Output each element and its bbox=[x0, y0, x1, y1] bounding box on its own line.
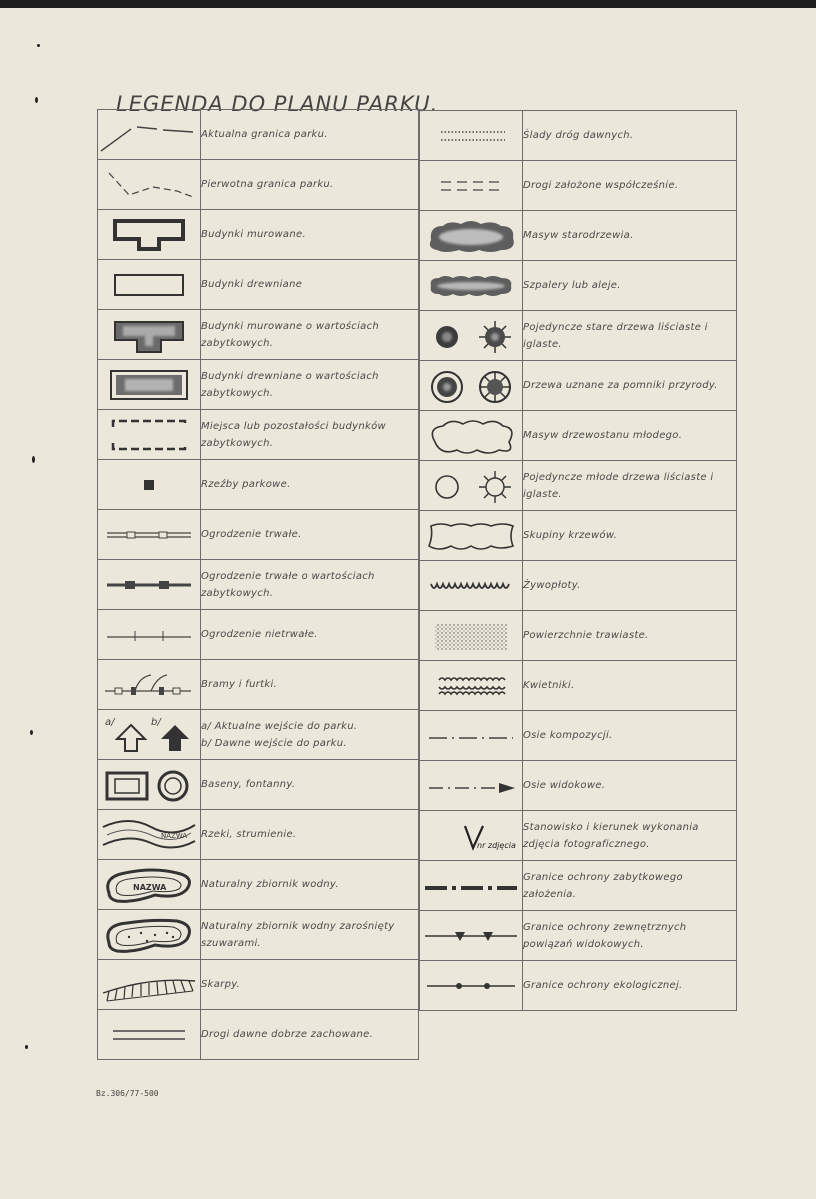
legend-label: Osie kompozycji. bbox=[523, 711, 737, 761]
legend-row bbox=[98, 360, 419, 410]
wooden-building-icon bbox=[99, 265, 199, 305]
legend-row bbox=[98, 310, 419, 360]
legend-label: Aktualna granica parku. bbox=[201, 110, 419, 160]
legend-label: Ogrodzenie nietrwałe. bbox=[201, 610, 419, 660]
single-young-trees-icon bbox=[421, 466, 521, 506]
legend-row bbox=[420, 111, 737, 161]
natural-pond-icon bbox=[99, 863, 199, 907]
legend-label: Drogi założone współcześnie. bbox=[523, 161, 737, 211]
old-tree-stand-icon bbox=[421, 216, 521, 256]
legend-label: Żywopłoty. bbox=[523, 561, 737, 611]
legend-label: Ślady dróg dawnych. bbox=[523, 111, 737, 161]
modern-roads-icon bbox=[421, 166, 521, 206]
sculpture-icon bbox=[99, 465, 199, 505]
brick-building-icon bbox=[99, 215, 199, 255]
shrub-groups-icon bbox=[421, 516, 521, 556]
well-preserved-old-road-icon bbox=[99, 1015, 199, 1055]
legend-row bbox=[420, 311, 737, 361]
historic-brick-building-icon bbox=[99, 314, 199, 356]
legend-table-left bbox=[97, 109, 419, 1060]
legend-row bbox=[98, 110, 419, 160]
legend-row bbox=[420, 211, 737, 261]
legend-label: Pojedyncze stare drzewa liściaste i iglaste. bbox=[523, 311, 737, 361]
pools-fountains-icon bbox=[99, 765, 199, 805]
legend-row bbox=[420, 411, 737, 461]
scan-speck bbox=[32, 456, 35, 463]
current-park-boundary-icon bbox=[99, 115, 199, 155]
legend-row bbox=[98, 510, 419, 560]
scan-speck bbox=[37, 44, 40, 47]
legend-row bbox=[98, 160, 419, 210]
legend-label: Rzeźby parkowe. bbox=[201, 460, 419, 510]
legend-label: Miejsca lub pozostałości budynków zabytkowych. bbox=[201, 410, 419, 460]
legend-row bbox=[98, 410, 419, 460]
legend-row bbox=[98, 560, 419, 610]
flower-beds-icon bbox=[421, 666, 521, 706]
legend-row bbox=[98, 960, 419, 1010]
escarpment-icon bbox=[99, 965, 199, 1005]
legend-label: Budynki drewniane bbox=[201, 260, 419, 310]
legend-label: a/ Aktualne wejście do parku. b/ Dawne wejście do parku. bbox=[201, 710, 419, 760]
external-views-protection-icon bbox=[421, 916, 521, 956]
legend-label: Powierzchnie trawiaste. bbox=[523, 611, 737, 661]
overgrown-pond-icon bbox=[99, 913, 199, 957]
legend-row bbox=[98, 1010, 419, 1060]
legend-label: Granice ochrony zabytkowego założenia. bbox=[523, 861, 737, 911]
temporary-fence-icon bbox=[99, 615, 199, 655]
photo-position-icon bbox=[421, 816, 521, 856]
legend-label: Skupiny krzewów. bbox=[523, 511, 737, 561]
ecological-protection-boundary-icon bbox=[421, 966, 521, 1006]
legend-label: Pierwotna granica parku. bbox=[201, 160, 419, 210]
page-title: LEGENDA DO PLANU PARKU. bbox=[116, 92, 439, 117]
original-park-boundary-icon bbox=[99, 165, 199, 205]
legend-row bbox=[98, 460, 419, 510]
scan-edge bbox=[0, 0, 816, 8]
park-entrance-icon bbox=[99, 713, 199, 757]
legend-row bbox=[420, 711, 737, 761]
young-tree-stand-icon bbox=[421, 416, 521, 456]
legend-label: Budynki murowane o wartościach zabytkowych. bbox=[201, 310, 419, 360]
marker-a: a/ bbox=[105, 716, 115, 728]
historic-permanent-fence-icon bbox=[99, 565, 199, 605]
legend-label: Stanowisko i kierunek wykonania zdjęcia fotograficznego. bbox=[523, 811, 737, 861]
legend-label: Skarpy. bbox=[201, 960, 419, 1010]
pond-name-tag: NAZWA bbox=[133, 882, 167, 892]
hedges-icon bbox=[421, 566, 521, 606]
legend-label: Masyw drzewostanu młodego. bbox=[523, 411, 737, 461]
scan-speck bbox=[30, 730, 33, 735]
legend-label: Budynki drewniane o wartościach zabytkowych. bbox=[201, 360, 419, 410]
historic-building-remains-icon bbox=[99, 415, 199, 455]
legend-row bbox=[420, 861, 737, 911]
legend-label: Drzewa uznane za pomniki przyrody. bbox=[523, 361, 737, 411]
legend-row bbox=[420, 161, 737, 211]
legend-row bbox=[98, 210, 419, 260]
legend-label: Bramy i furtki. bbox=[201, 660, 419, 710]
legend-table-right bbox=[419, 110, 737, 1011]
old-road-traces-icon bbox=[421, 116, 521, 156]
historic-wooden-building-icon bbox=[99, 365, 199, 405]
marker-b: b/ bbox=[151, 716, 161, 728]
legend-row bbox=[420, 761, 737, 811]
river-icon bbox=[99, 815, 199, 855]
legend-row bbox=[420, 561, 737, 611]
legend-label: Granice ochrony ekologicznej. bbox=[523, 961, 737, 1011]
composition-axes-icon bbox=[421, 716, 521, 756]
legend-row bbox=[98, 710, 419, 760]
gates-icon bbox=[99, 665, 199, 705]
single-old-trees-icon bbox=[421, 316, 521, 356]
legend-label: Szpalery lub aleje. bbox=[523, 261, 737, 311]
view-axes-icon bbox=[421, 766, 521, 806]
tree-rows-icon bbox=[421, 266, 521, 306]
legend-row bbox=[98, 660, 419, 710]
legend-row bbox=[420, 261, 737, 311]
legend-label: Masyw starodrzewia. bbox=[523, 211, 737, 261]
legend-row bbox=[420, 461, 737, 511]
legend-label: Kwietniki. bbox=[523, 661, 737, 711]
heritage-protection-boundary-icon bbox=[421, 866, 521, 906]
grass-surfaces-icon bbox=[421, 616, 521, 656]
legend-row bbox=[98, 760, 419, 810]
legend-row bbox=[420, 811, 737, 861]
legend-label: Baseny, fontanny. bbox=[201, 760, 419, 810]
legend-row bbox=[98, 810, 419, 860]
legend-row bbox=[98, 260, 419, 310]
legend-label: Osie widokowe. bbox=[523, 761, 737, 811]
river-name-tag: NAZWA bbox=[161, 831, 188, 840]
legend-label: Naturalny zbiornik wodny. bbox=[201, 860, 419, 910]
legend-label: Pojedyncze młode drzewa liściaste i iglaste. bbox=[523, 461, 737, 511]
legend-label: Drogi dawne dobrze zachowane. bbox=[201, 1010, 419, 1060]
archive-reference-note: Bz.306/77-500 bbox=[96, 1089, 159, 1098]
legend-row bbox=[420, 511, 737, 561]
legend-label: Budynki murowane. bbox=[201, 210, 419, 260]
legend-row bbox=[98, 860, 419, 910]
natural-monument-trees-icon bbox=[421, 366, 521, 406]
legend-label: Granice ochrony zewnętrznych powiązań widokowych. bbox=[523, 911, 737, 961]
legend-row bbox=[420, 611, 737, 661]
legend-row bbox=[98, 610, 419, 660]
photo-number-tag: nr zdjęcia bbox=[477, 840, 516, 850]
legend-label: Ogrodzenie trwałe o wartościach zabytkowych. bbox=[201, 560, 419, 610]
legend-label: Naturalny zbiornik wodny zarośnięty szuwarami. bbox=[201, 910, 419, 960]
scan-speck bbox=[25, 1045, 28, 1049]
legend-label: Ogrodzenie trwałe. bbox=[201, 510, 419, 560]
legend-row bbox=[420, 961, 737, 1011]
legend-row bbox=[420, 661, 737, 711]
permanent-fence-icon bbox=[99, 515, 199, 555]
scan-speck bbox=[35, 97, 38, 103]
legend-row bbox=[420, 911, 737, 961]
legend-row bbox=[420, 361, 737, 411]
legend-row bbox=[98, 910, 419, 960]
legend-label: Rzeki, strumienie. bbox=[201, 810, 419, 860]
